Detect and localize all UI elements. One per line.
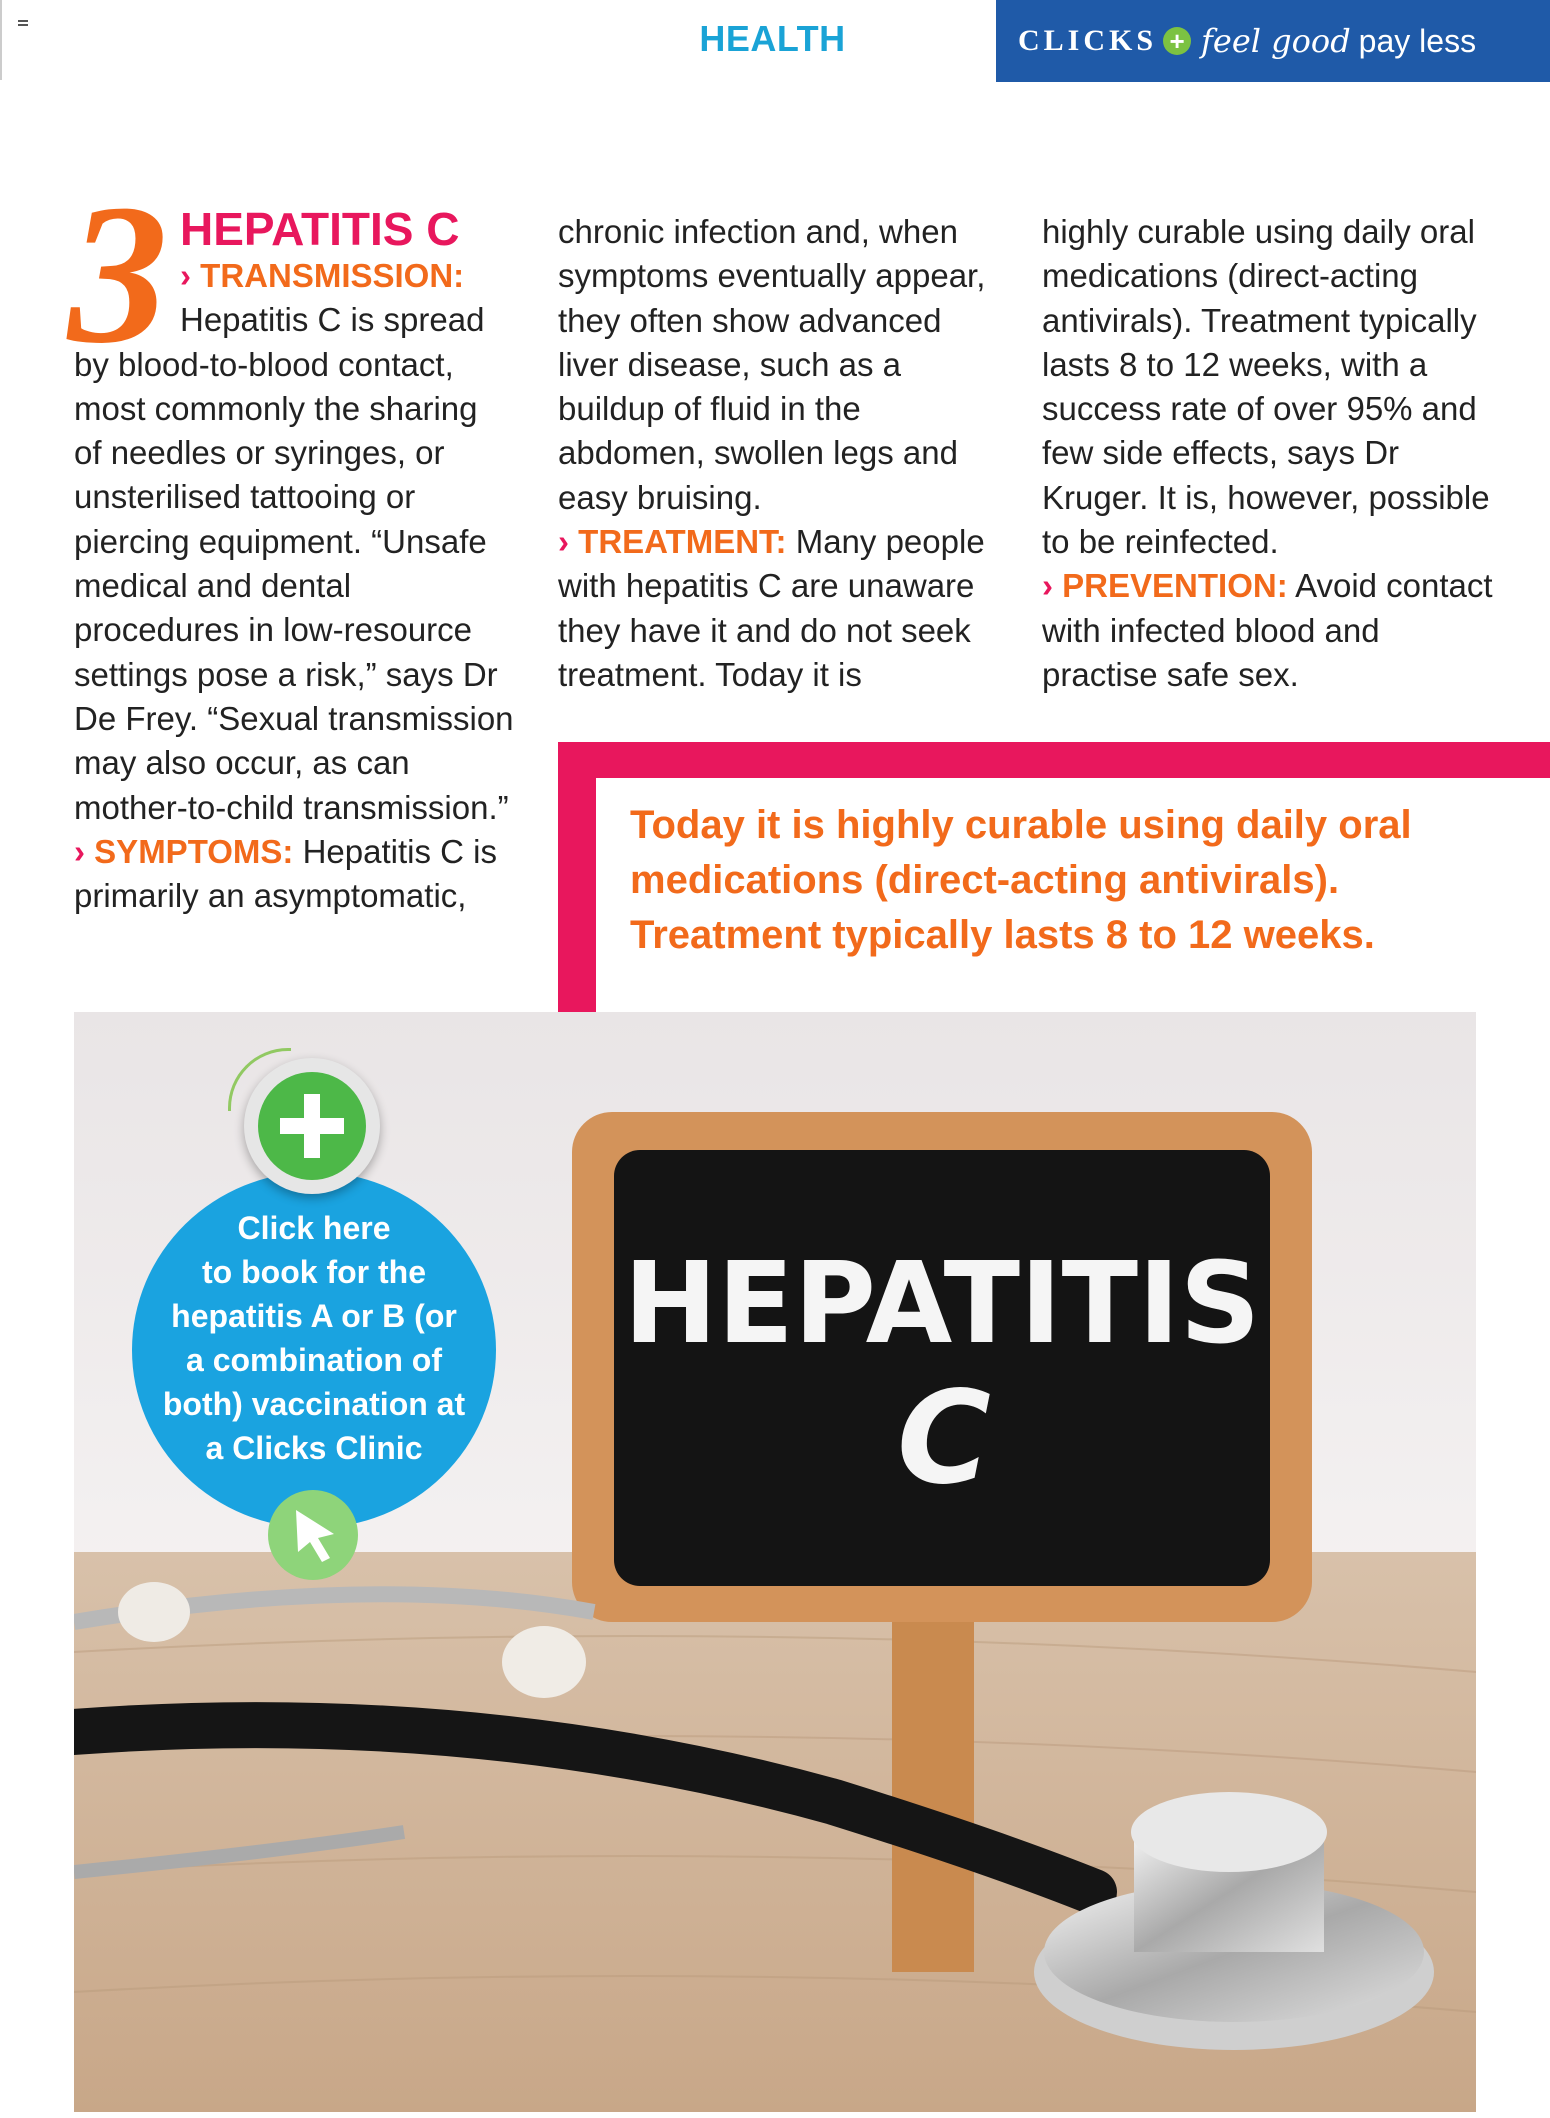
booking-callout[interactable] (132, 1172, 496, 1528)
plus-icon (244, 1058, 380, 1194)
callout-line: to book for the (202, 1254, 426, 1290)
callout-line: Click here (237, 1210, 391, 1246)
chevron-right-icon: › (74, 832, 85, 870)
brand-logo: CLICKS (1018, 24, 1158, 57)
callout-line: a combination of (186, 1342, 442, 1378)
treatment-label: TREATMENT: (578, 523, 787, 561)
brand-tagline: pay less (1358, 22, 1477, 59)
prevention-text: Avoid contact with infected blood and practise safe sex. (1042, 567, 1493, 693)
cursor-icon[interactable] (268, 1490, 358, 1580)
sign-text-line1: HEPATITIS (623, 1239, 1261, 1369)
pull-quote: Today it is highly curable using daily oral medications (direct-acting antivirals). Treatment typically lasts 8 to 12 weeks. (630, 803, 1412, 957)
chevron-right-icon: › (180, 257, 191, 294)
symptoms-label: SYMPTOMS: (94, 832, 294, 870)
sign-text-line2: C (897, 1364, 991, 1513)
brand-plus-icon: + (1163, 27, 1191, 55)
menu-icon[interactable] (18, 20, 28, 26)
prevention-label: PREVENTION: (1062, 567, 1288, 605)
cursor-arrow-graphic (268, 1490, 358, 1580)
section-label: HEALTH (699, 18, 846, 59)
chevron-right-icon: › (1042, 567, 1053, 605)
symptoms-text: Hepatitis C is primarily an asymptomatic, (74, 832, 497, 915)
transmission-text: Hepatitis C is spread by blood-to-blood contact, most commonly the sharing of needles or syringes, or unsterilised tattooing or piercing equipment. “Unsafe medical and dental procedures in low-resource settings pose a risk,” says Dr De Frey. “Sexual transmission may also occur, as can mother-to-child transmission.” (74, 301, 514, 826)
pull-quote-rule-top (558, 742, 1550, 778)
symptoms-text-continued: chronic infection and, when symptoms eventually appear, they often show advanced liver disease, such as a buildup of fluid in the abdomen, swollen legs and easy bruising. (558, 213, 986, 516)
callout-line: a Clicks Clinic (205, 1430, 423, 1466)
page-edge (0, 0, 2, 80)
pull-quote-rule-left (558, 742, 596, 1012)
transmission-label: TRANSMISSION: (200, 257, 465, 294)
brand-tagline-script: feel good (1201, 22, 1351, 60)
treatment-text-continued: highly curable using daily oral medications (direct-acting antivirals). Treatment typically lasts 8 to 12 weeks, with a success rate of over 95% and few side effects, says Dr Kruger. It is, however, possible to be reinfected. (1042, 213, 1490, 561)
article-number: 3 (68, 164, 168, 385)
brand-bar (996, 0, 1550, 82)
article-column-2 (558, 210, 1008, 697)
chevron-right-icon: › (558, 523, 569, 561)
article-title: HEPATITIS C (180, 203, 460, 255)
article-column-1 (68, 164, 514, 918)
callout-line: both) vaccination at (162, 1386, 466, 1422)
article-column-3 (1042, 210, 1502, 697)
callout-line: hepatitis A or B (or (171, 1298, 457, 1334)
treatment-text: Many people with hepatitis C are unaware they have it and do not seek treatment. Today it is (558, 523, 985, 693)
